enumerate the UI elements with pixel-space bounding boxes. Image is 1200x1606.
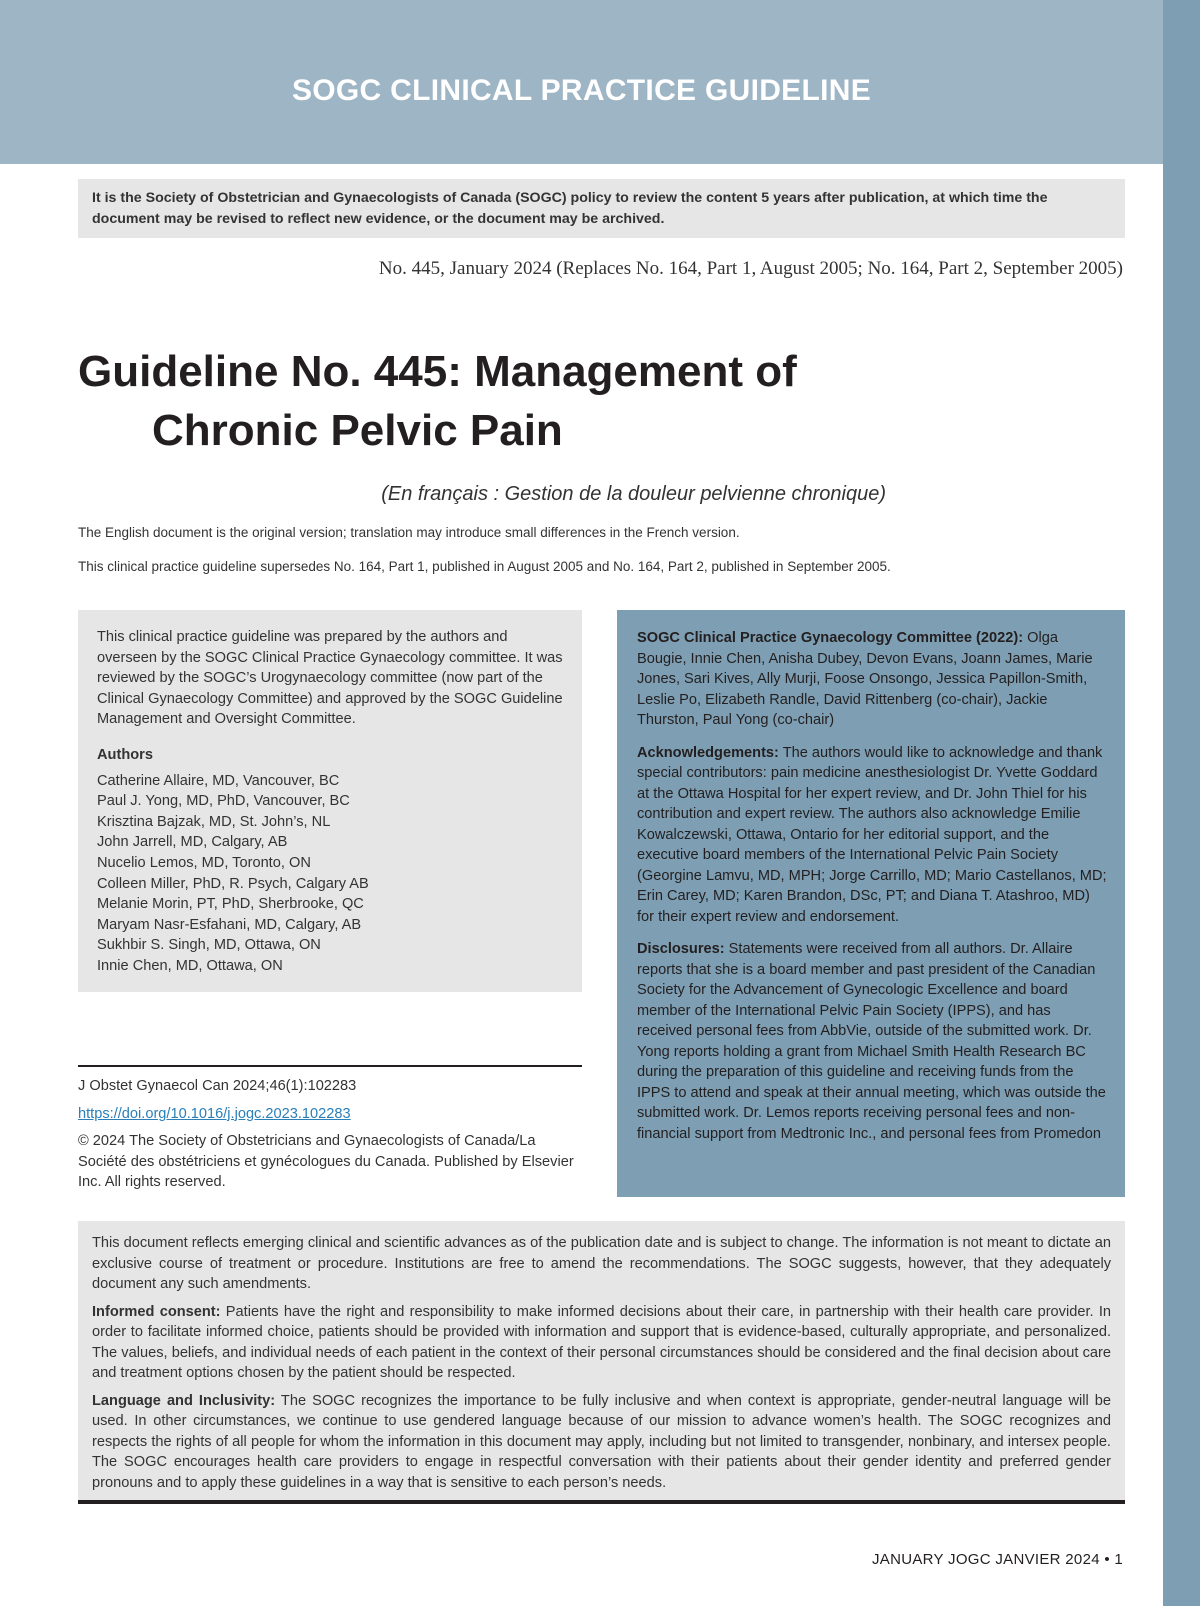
acknowledgements-heading: Acknowledgements: [637, 744, 779, 761]
header-band [0, 0, 1163, 164]
copyright-notice: © 2024 The Society of Obstetricians and Gynaecologists of Canada/La Société des obstétriciens et gynécologues du Canada. Published by Elsevier Inc. All rights reserved. [78, 1133, 574, 1191]
committee-paragraph [637, 628, 1107, 731]
author-item: Sukhbir S. Singh, MD, Ottawa, ON [97, 937, 321, 954]
authors-heading: Authors [97, 746, 153, 763]
author-item: Paul J. Yong, MD, PhD, Vancouver, BC [97, 793, 350, 810]
disclosures-text: Statements were received from all authors. Dr. Allaire reports that she is a board member and past president of the Canadian Society for the Advancement of Gynecologic Excellence and board member of the International Pelvic Pain Society (IPPS), and has received personal fees from AbbVie, outside of the submitted work. Dr. Yong reports holding a grant from Michael Smith Health Research BC during the preparation of this guideline and receiving funds from the IPPS to attend and speak at their annual meeting, which was outside the submitted work. Dr. Lemos reports receiving personal fees and non-financial support from Medtronic Inc., and personal fees from Promedon [637, 941, 1106, 1142]
policy-notice: It is the Society of Obstetrician and Gynaecologists of Canada (SOGC) policy to review the content 5 years after publication, at which time the document may be revised to reflect new evidence, or the document may be archived. [78, 179, 1125, 238]
author-item: John Jarrell, MD, Calgary, AB [97, 834, 288, 851]
author-item: Melanie Morin, PT, PhD, Sherbrooke, QC [97, 896, 364, 913]
committee-box [617, 610, 1125, 1197]
supersedes-note: This clinical practice guideline supersedes No. 164, Part 1, published in August 2005 and No. 164, Part 2, published in September 2005. [78, 559, 891, 574]
translation-note: The English document is the original version; translation may introduce small differences in the French version. [78, 525, 740, 540]
language-heading: Language and Inclusivity: [92, 1392, 276, 1409]
preparation-text: This clinical practice guideline was prepared by the authors and overseen by the SOGC Clinical Practice Gynaecology committee. It was reviewed by the SOGC’s Urogynaecology committee (now part of the Clinical Gynaecology Committee) and approved by the SOGC Guideline Management and Oversight Committee. [97, 629, 563, 728]
author-item: Nucelio Lemos, MD, Toronto, ON [97, 854, 311, 871]
acknowledgements-paragraph [637, 743, 1107, 928]
disclosures-paragraph [637, 939, 1107, 1144]
disclosures-heading: Disclosures: [637, 941, 725, 957]
side-color-strip [1163, 0, 1200, 1606]
committee-heading: SOGC Clinical Practice Gynaecology Committee (2022): [637, 630, 1024, 646]
preparation-box [78, 610, 582, 992]
consent-heading: Informed consent: [92, 1303, 221, 1320]
doi-link[interactable]: https://doi.org/10.1016/j.jogc.2023.102283 [78, 1105, 351, 1122]
consent-paragraph [92, 1302, 1111, 1384]
consent-text: Patients have the right and responsibility to make informed decisions about their care, in partnership with their health care provider. In order to facilitate informed choice, patients should be provided with information and support that is evidence-based, culturally appropriate, and personalized. The values, beliefs, and individual needs of each patient in the context of their personal circumstances should be considered and the final decision about care and treatment options chosen by the patient should be respected. [92, 1303, 1112, 1381]
page-title-line-2: Chronic Pelvic Pain [152, 406, 563, 455]
page-title-line-1: Guideline No. 445: Management of [78, 347, 797, 396]
disclaimer-intro: This document reflects emerging clinical and scientific advances as of the publication date and is subject to change. The information is not meant to dictate an exclusive course of treatment or procedure. Institutions are free to amend the recommendations. The SOGC suggests, however, that they adequately document any such amendments. [92, 1235, 1111, 1292]
author-item: Maryam Nasr-Esfahani, MD, Calgary, AB [97, 916, 362, 933]
committee-members: Olga Bougie, Innie Chen, Anisha Dubey, Devon Evans, Joann James, Marie Jones, Sari Kives, Ally Murji, Foose Onsongo, Jessica Papillon-Smith, Leslie Po, Elizabeth Randle, David Rittenberg (co-chair), Jackie Thurston, Paul Yong (co-chair) [637, 630, 1093, 728]
bottom-rule [78, 1500, 1125, 1504]
acknowledgements-text: The authors would like to acknowledge and thank special contributors: pain medicine anesthesiologist Dr. Yvette Goddard at the Ottawa Hospital for her expert review, and Dr. John Thiel for his contribution and expert review. The authors also acknowledge Emilie Kowalczewski, Ottawa, Ontario for her editorial support, and the executive board members of the International Pelvic Pain Society (Georgine Lamvu, MD, MPH; Jorge Carrillo, MD; Mario Castellanos, MD; Erin Carey, MD; Karen Brandon, DSc, PT; and Diana T. Atashroo, MD) for their expert review and endorsement. [637, 744, 1107, 925]
language-text: The SOGC recognizes the importance to be fully inclusive and when context is appropriate, gender-neutral language will be used. In other circumstances, we continue to use gendered language because of our mission to advance women’s health. The SOGC recognizes and respects the rights of all people for whom the information in this document may apply, including but not limited to transgender, nonbinary, and intersex people. The SOGC encourages health care providers to engage in respectful conversation with their patients about their gender identity and preferred gender pronouns and to apply these guidelines in a way that is sensitive to each person’s needs. [92, 1392, 1111, 1491]
disclaimer-box [78, 1221, 1125, 1501]
issue-line: No. 445, January 2024 (Replaces No. 164, Part 1, August 2005; No. 164, Part 2, September 2005) [378, 258, 1123, 279]
journal-citation: J Obstet Gynaecol Can 2024;46(1):102283 [78, 1078, 357, 1094]
french-title: (En français : Gestion de la douleur pelvienne chronique) [381, 483, 886, 505]
language-paragraph [92, 1391, 1111, 1494]
citation-block [78, 1065, 582, 1200]
page-footer: JANUARY JOGC JANVIER 2024 • 1 [872, 1551, 1123, 1568]
header-title: SOGC CLINICAL PRACTICE GUIDELINE [291, 74, 872, 107]
author-item: Krisztina Bajzak, MD, St. John’s, NL [97, 813, 331, 830]
page-title [78, 342, 797, 460]
author-item: Catherine Allaire, MD, Vancouver, BC [97, 772, 340, 789]
author-list [97, 771, 564, 977]
author-item: Innie Chen, MD, Ottawa, ON [97, 957, 283, 974]
author-item: Colleen Miller, PhD, R. Psych, Calgary AB [97, 875, 369, 892]
